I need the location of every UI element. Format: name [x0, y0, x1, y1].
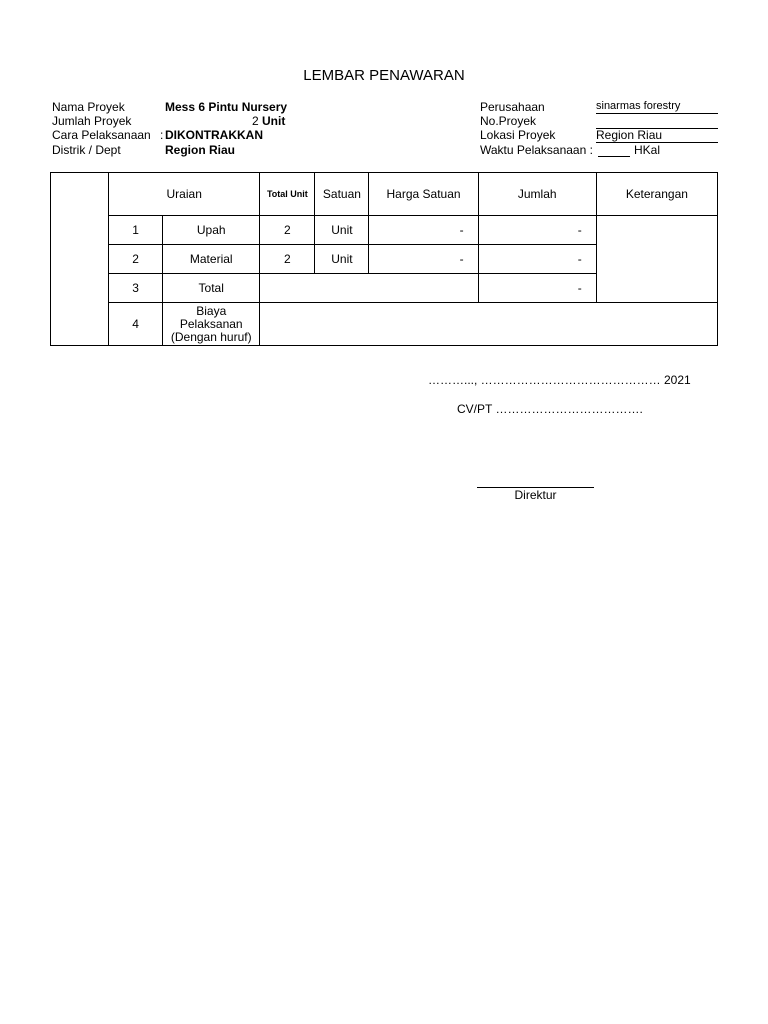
header-harga-satuan: Harga Satuan: [369, 173, 478, 216]
keterangan-cell: [596, 216, 717, 303]
row-satuan: Unit: [315, 216, 369, 245]
row-jumlah: -: [478, 245, 596, 274]
biaya-line-2: Pelaksanan: [179, 316, 243, 331]
nama-proyek-label: Nama Proyek: [52, 100, 125, 114]
table-row: [51, 216, 718, 245]
jumlah-proyek-label: Jumlah Proyek: [52, 114, 132, 128]
row-total-unit: 2: [260, 216, 315, 245]
lokasi-proyek-label: Lokasi Proyek: [480, 128, 556, 142]
no-proyek-value: [596, 114, 718, 129]
jumlah-proyek-number: 2: [252, 114, 259, 128]
row-harga: -: [369, 245, 478, 274]
perusahaan-value: sinarmas forestry: [596, 99, 718, 114]
biaya-line-3: (Dengan huruf): [170, 329, 252, 344]
date-line: ………..., ……………………………………… 2021: [428, 373, 691, 387]
table-header-row: [51, 173, 718, 216]
row-number: 2: [109, 245, 163, 274]
perusahaan-label: Perusahaan: [480, 100, 545, 114]
waktu-pelaksanaan-unit: HKal: [634, 143, 661, 157]
waktu-pelaksanaan-label: Waktu Pelaksanaan :: [480, 143, 593, 157]
cara-pelaksanaan-label: Cara Pelaksanaan: [52, 128, 151, 142]
distrik-label: Distrik / Dept: [52, 143, 121, 157]
offer-table: [50, 172, 718, 346]
signature-title: Direktur: [514, 488, 557, 502]
lokasi-proyek-value: Region Riau: [596, 128, 718, 143]
row-uraian: Upah: [163, 216, 260, 245]
header-uraian: Uraian: [109, 173, 260, 216]
total-blank-cell: [260, 274, 478, 303]
row-number: 4: [109, 303, 163, 346]
cara-pelaksanaan-value: DIKONTRAKKAN: [165, 128, 263, 142]
row-number: 3: [109, 274, 163, 303]
row-harga: -: [369, 216, 478, 245]
header-total-unit: Total Unit: [260, 173, 315, 216]
left-blank-column: [51, 173, 109, 346]
row-number: 1: [109, 216, 163, 245]
row-uraian: Material: [163, 245, 260, 274]
document-title: LEMBAR PENAWARAN: [303, 67, 465, 84]
cara-pelaksanaan-colon: :: [160, 128, 164, 142]
jumlah-proyek-unit: Unit: [262, 114, 286, 128]
row-total-unit: 2: [260, 245, 315, 274]
biaya-line-1: Biaya: [196, 303, 227, 318]
distrik-value: Region Riau: [165, 143, 236, 157]
row-uraian-biaya: [163, 303, 260, 346]
header-keterangan: Keterangan: [596, 173, 717, 216]
waktu-blank-line: [598, 143, 630, 157]
biaya-text-cell: [260, 303, 718, 346]
nama-proyek-value: Mess 6 Pintu Nursery: [165, 100, 288, 114]
header-jumlah: Jumlah: [478, 173, 596, 216]
table-row-biaya: [51, 303, 718, 346]
row-jumlah: -: [478, 274, 596, 303]
row-uraian: Total: [163, 274, 260, 303]
row-jumlah: -: [478, 216, 596, 245]
header-satuan: Satuan: [315, 173, 369, 216]
row-satuan: Unit: [315, 245, 369, 274]
company-line: CV/PT ……………………………….: [457, 402, 643, 416]
no-proyek-label: No.Proyek: [480, 114, 537, 128]
